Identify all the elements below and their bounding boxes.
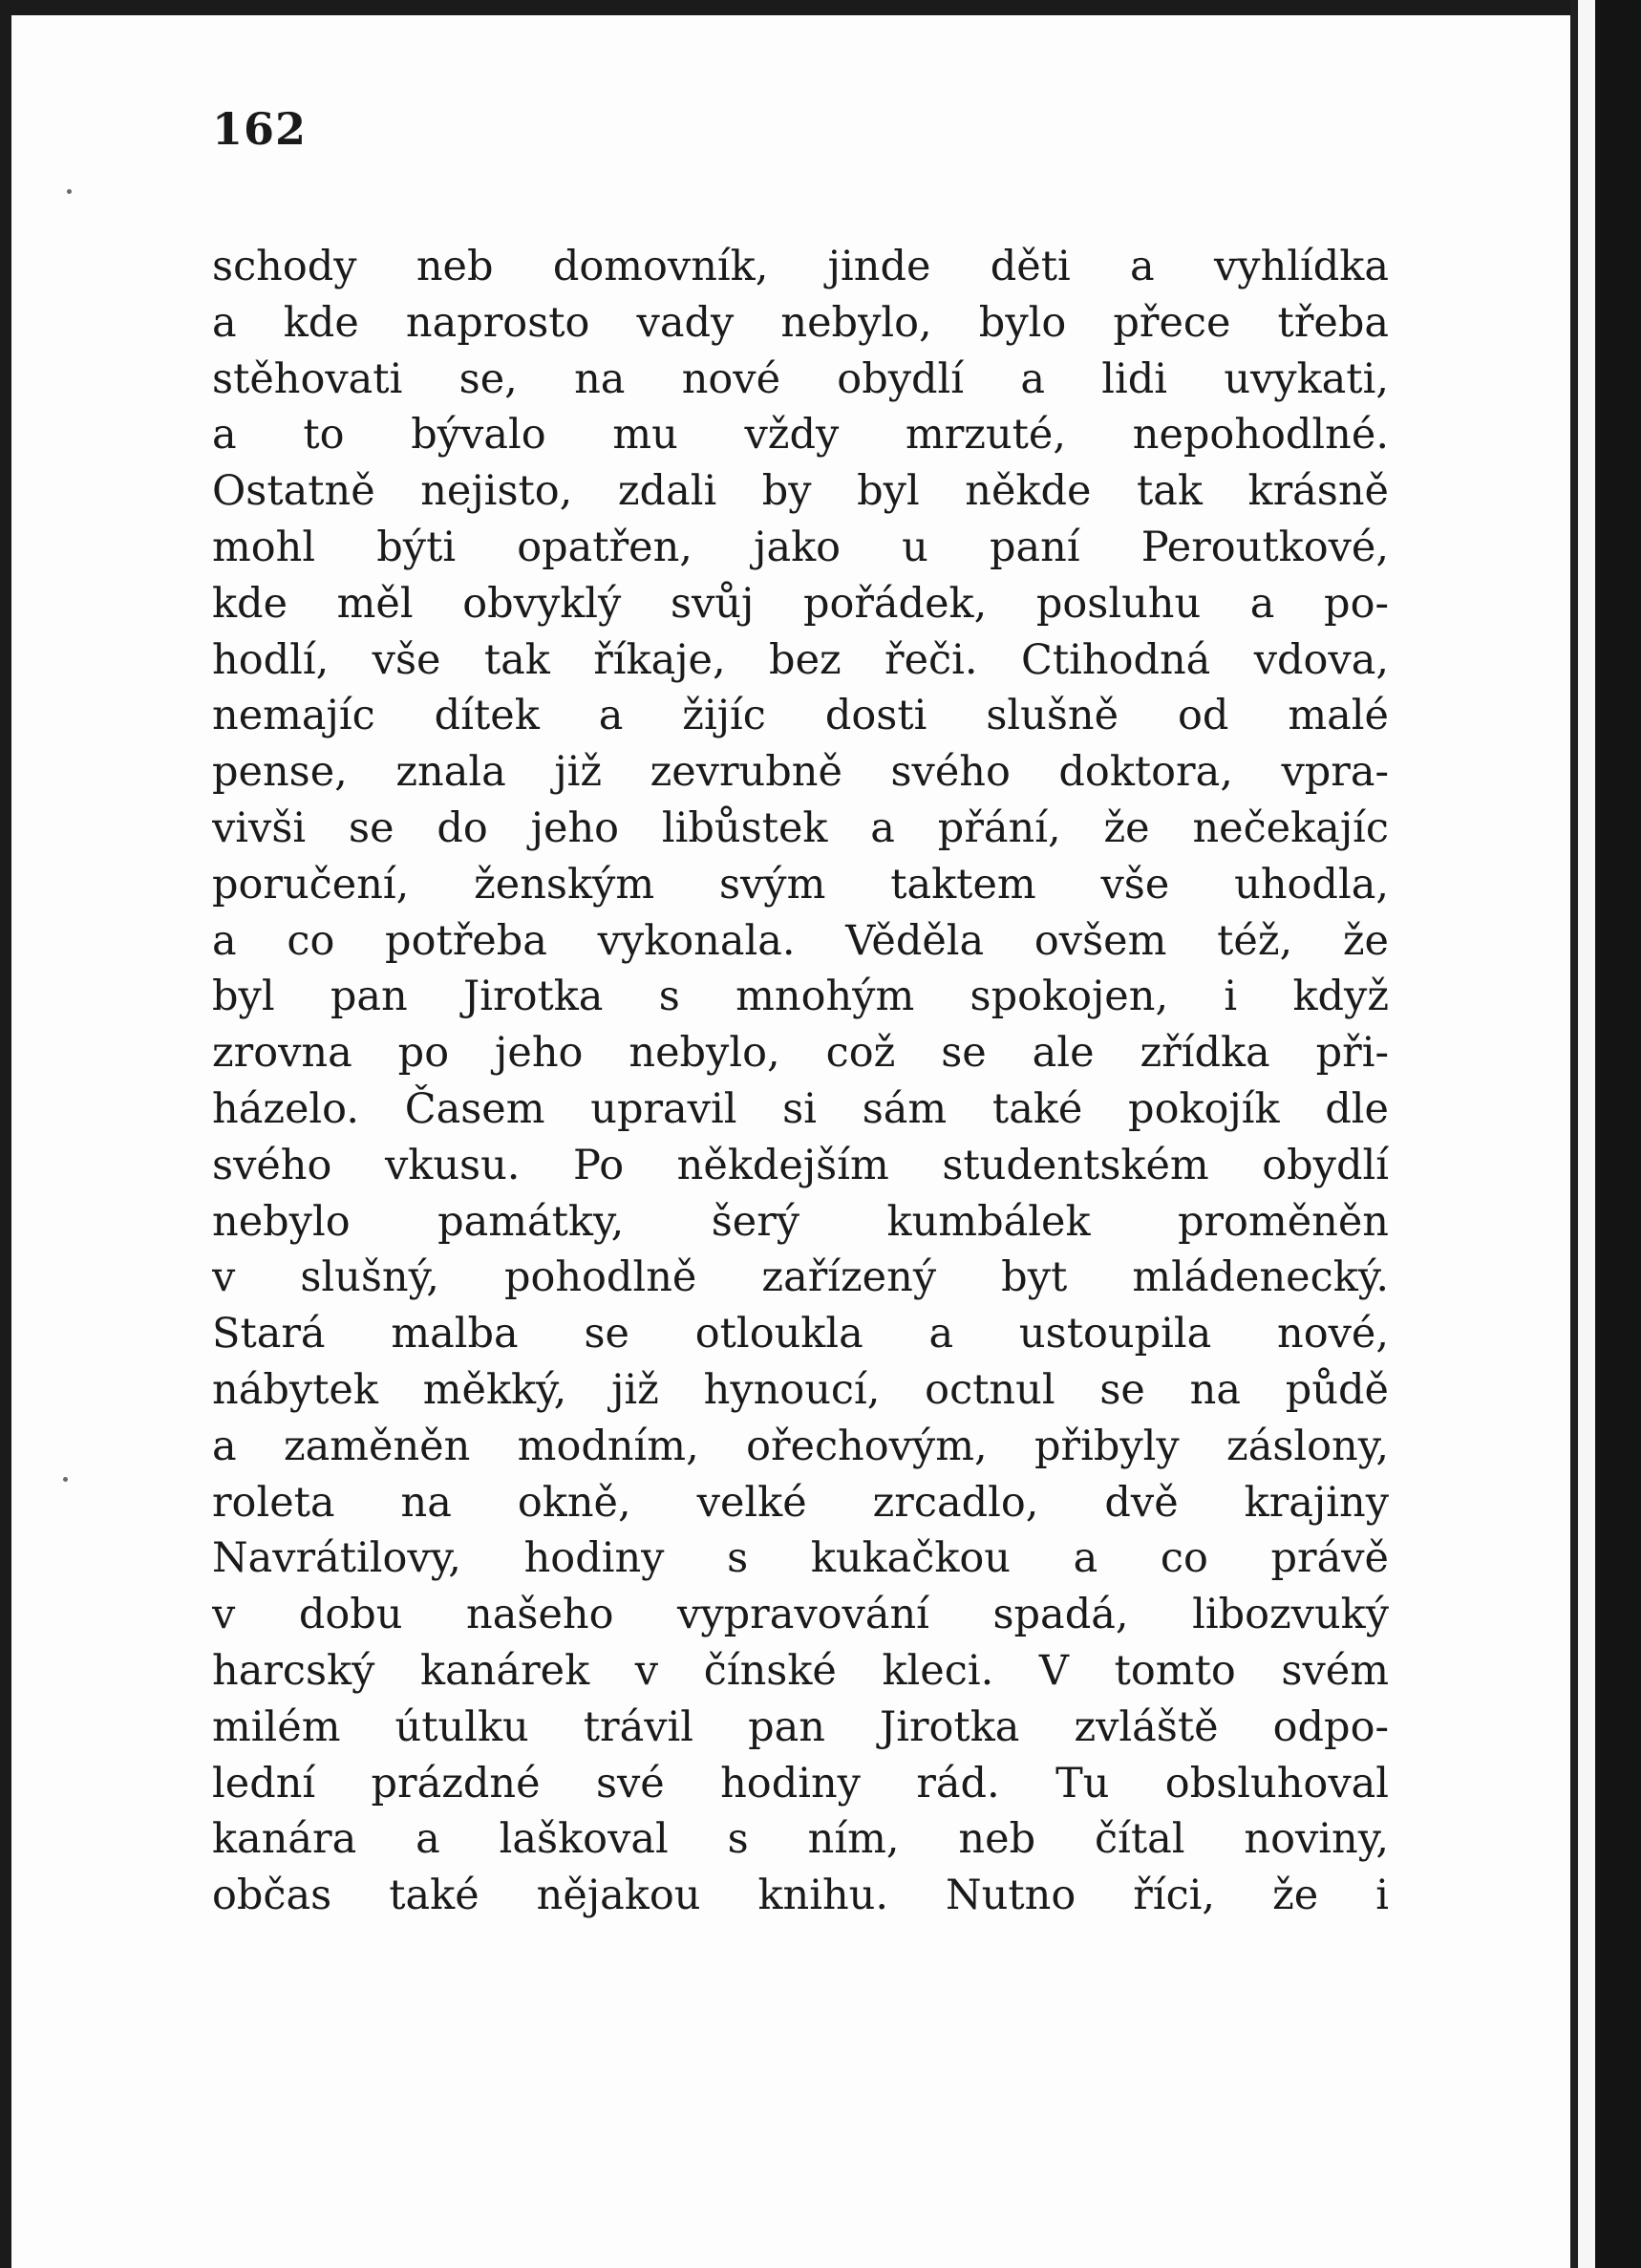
text-line: nebylo památky, šerý kumbálek proměněn	[212, 1197, 1389, 1246]
text-line: roleta na okně, velké zrcadlo, dvě krajiny	[212, 1478, 1389, 1527]
dust-speck	[63, 1477, 68, 1482]
scan-right-inner-border	[1570, 0, 1578, 2268]
text-line: občas také nějakou knihu. Nutno říci, že i	[212, 1872, 1389, 1920]
text-line: nemajíc dítek a žijíc dosti slušně od malé	[212, 692, 1389, 740]
text-line: kanára a laškoval s ním, neb čítal noviny,	[212, 1815, 1389, 1864]
scan-right-gap	[1578, 0, 1595, 2268]
text-line: a co potřeba vykonala. Věděla ovšem též, že	[212, 916, 1389, 965]
text-line: stěhovati se, na nové obydlí a lidi uvykati,	[212, 354, 1389, 403]
text-line: a kde naprosto vady nebylo, bylo přece třeba	[212, 298, 1389, 347]
text-line: v slušný, pohodlně zařízený byt mládenecký.	[212, 1253, 1389, 1302]
body-text	[212, 239, 1389, 1924]
text-line: byl pan Jirotka s mnohým spokojen, i když	[212, 973, 1389, 1021]
text-line: a zaměněn modním, ořechovým, přibyly záslony,	[212, 1422, 1389, 1470]
text-line: pense, znala již zevrubně svého doktora, vpra-	[212, 748, 1389, 797]
text-line: lední prázdné své hodiny rád. Tu obsluhoval	[212, 1759, 1389, 1808]
text-line: hodlí, vše tak říkaje, bez řeči. Ctihodná vdova,	[212, 635, 1389, 684]
text-line: Stará malba se otloukla a ustoupila nové,	[212, 1310, 1389, 1359]
text-line: házelo. Časem upravil si sám také pokojík dle	[212, 1084, 1389, 1133]
page-number: 162	[212, 103, 308, 155]
text-line: v dobu našeho vypravování spadá, libozvuký	[212, 1591, 1389, 1639]
text-line: Ostatně nejisto, zdali by byl někde tak krásně	[212, 467, 1389, 516]
scan-left-border	[0, 0, 11, 2268]
text-line: milém útulku trávil pan Jirotka zvláště odpo-	[212, 1702, 1389, 1751]
text-line: Navrátilovy, hodiny s kukačkou a co právě	[212, 1534, 1389, 1583]
text-line: zrovna po jeho nebylo, což se ale zřídka při-	[212, 1029, 1389, 1078]
text-line: svého vkusu. Po někdejším studentském obydlí	[212, 1141, 1389, 1189]
text-line: a to bývalo mu vždy mrzuté, nepohodlné.	[212, 411, 1389, 460]
dust-speck	[67, 189, 72, 194]
text-line: mohl býti opatřen, jako u paní Peroutkové,	[212, 523, 1389, 571]
text-line: kde měl obvyklý svůj pořádek, posluhu a po-	[212, 579, 1389, 628]
scan-right-border	[1595, 0, 1641, 2268]
scan-top-border	[0, 0, 1641, 15]
text-line: schody neb domovník, jinde děti a vyhlídka	[212, 243, 1389, 290]
text-line: vivši se do jeho libůstek a přání, že nečekajíc	[212, 803, 1389, 852]
text-line: poručení, ženským svým taktem vše uhodla,	[212, 860, 1389, 909]
text-line: harcský kanárek v čínské kleci. V tomto svém	[212, 1646, 1389, 1695]
text-line: nábytek měkký, již hynoucí, octnul se na půdě	[212, 1365, 1389, 1414]
